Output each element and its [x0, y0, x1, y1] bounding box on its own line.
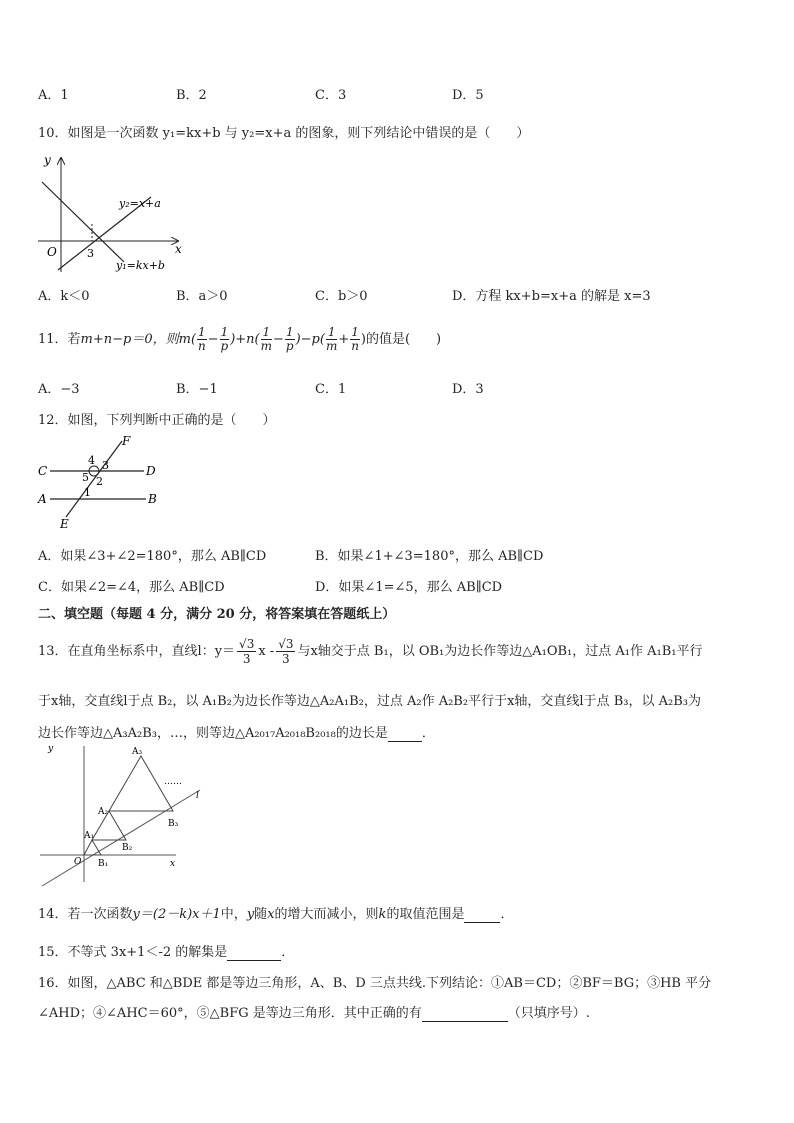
q13-dots: ……	[164, 777, 182, 787]
q13-label-b1: B₁	[98, 859, 109, 869]
q13-line3: 边长作等边△A₃A₂B₃，…，则等边△A₂₀₁₇A₂₀₁₈B₂₀₁₈的边长是 ．	[38, 726, 435, 741]
q13-label-b2: B₂	[122, 843, 133, 853]
q12-label-d: D	[146, 464, 156, 478]
q10-option-a: A．k＜0	[38, 289, 90, 304]
q15-stem: 15．不等式 3x+1＜-2 的解集是 ．	[38, 945, 295, 960]
q12-label-a: A	[38, 492, 47, 506]
q12-label-f: F	[122, 434, 131, 448]
q16-line2: ∠AHD；④∠AHC＝60°，⑤△BFG 是等边三角形．其中正确的有 （只填序号）.	[38, 1006, 590, 1021]
q12-angle-1: 1	[84, 486, 91, 499]
q12-label-e: E	[60, 517, 69, 531]
q13-label-l: l	[196, 791, 199, 801]
section-title: 二、填空题（每题 4 分，满分 20 分，将答案填在答题纸上）	[38, 607, 396, 622]
q12-option-a: A．如果∠3+∠2=180°，那么 AB∥CD	[38, 549, 267, 564]
q13-line1: 13．在直角坐标系中，直线l：y＝ $\frac{√3}{3}$ x - $\frac{√3}{3}$ 与x轴交于点 B₁，以 OB₁为边长作等边△A₁OB₁，过点 A₁作 A₁B₁平行	[38, 637, 703, 666]
q12-option-c: C．如果∠2=∠4，那么 AB∥CD	[38, 580, 225, 595]
q11-option-c: C．1	[315, 382, 347, 397]
q10-figure	[36, 150, 196, 276]
q9-option-a: A．1	[38, 88, 69, 103]
q14-stem: 14．若一次函数y＝(2－k)x＋1中，y随x的增大而减小，则k的取值范围是 ．	[38, 907, 514, 922]
q12-angle-5: 5	[82, 471, 89, 484]
q10-y-label: y	[44, 153, 51, 167]
q13-label-a1: A₁	[84, 831, 95, 841]
q9-option-b: B．2	[176, 88, 207, 103]
q13-origin: O	[74, 857, 82, 867]
q11-stem: 11．若m+n−p＝0，则m( $\frac{1}{n}$ − $\frac{1}{p}$ )+n( $\frac{1}{m}$ − $\frac{1}{p}$ )−p( $\frac{1}{m}$ + $\frac{1}{n}$ )的值是( )	[38, 325, 442, 353]
q12-stem: 12．如图，下列判断中正确的是（ ）	[38, 413, 276, 428]
q13-line2: 于x轴，交直线l于点 B₂，以 A₁B₂为边长作等边△A₂A₁B₂，过点 A₂作 A₂B₂平行于x轴，交直线l于点 B₃，以 A₂B₃为	[38, 694, 701, 709]
q10-stem: 10．如图是一次函数 y₁=kx+b 与 y₂=x+a 的图象，则下列结论中错误的是（ ）	[38, 126, 530, 141]
q12-figure	[36, 433, 166, 531]
q10-origin: O	[47, 245, 57, 259]
q12-angle-3: 3	[102, 459, 109, 472]
q10-option-b: B．a＞0	[176, 289, 228, 304]
q16-line1: 16．如图，△ABC 和△BDE 都是等边三角形，A、B、D 三点共线.下列结论：①AB＝CD；②BF＝BG；③HB 平分	[38, 976, 712, 991]
q10-tick-3: 3	[87, 247, 94, 260]
q13-figure	[36, 742, 204, 892]
q10-option-d: D．方程 kx+b=x+a 的解是 x=3	[452, 289, 651, 304]
q12-angle-2: 2	[96, 475, 103, 488]
q9-option-c: C．3	[315, 88, 347, 103]
q13-label-a2: A₂	[98, 807, 109, 817]
q12-option-d: D．如果∠1=∠5，那么 AB∥CD	[315, 580, 503, 595]
q12-angle-4: 4	[88, 454, 95, 467]
q13-line-l	[42, 790, 200, 886]
q9-option-d: D．5	[452, 88, 484, 103]
q13-x-label: x	[170, 859, 176, 869]
q13-label-a3: A₃	[132, 747, 143, 757]
q10-label-y1: y₁=kx+b	[116, 259, 165, 272]
q10-label-y2: y₂=x+a	[119, 197, 161, 210]
q13-y-label: y	[48, 744, 54, 754]
q11-option-d: D．3	[452, 382, 484, 397]
q12-line-ef	[66, 441, 122, 517]
q11-option-b: B．−1	[176, 382, 218, 397]
q12-option-b: B．如果∠1+∠3=180°，那么 AB∥CD	[315, 549, 544, 564]
q10-option-c: C．b＞0	[315, 289, 368, 304]
q10-x-label: x	[175, 242, 182, 256]
q12-label-c: C	[38, 464, 48, 478]
q12-label-b: B	[148, 492, 157, 506]
q11-option-a: A．−3	[38, 382, 80, 397]
q13-label-b3: B₃	[168, 819, 179, 829]
